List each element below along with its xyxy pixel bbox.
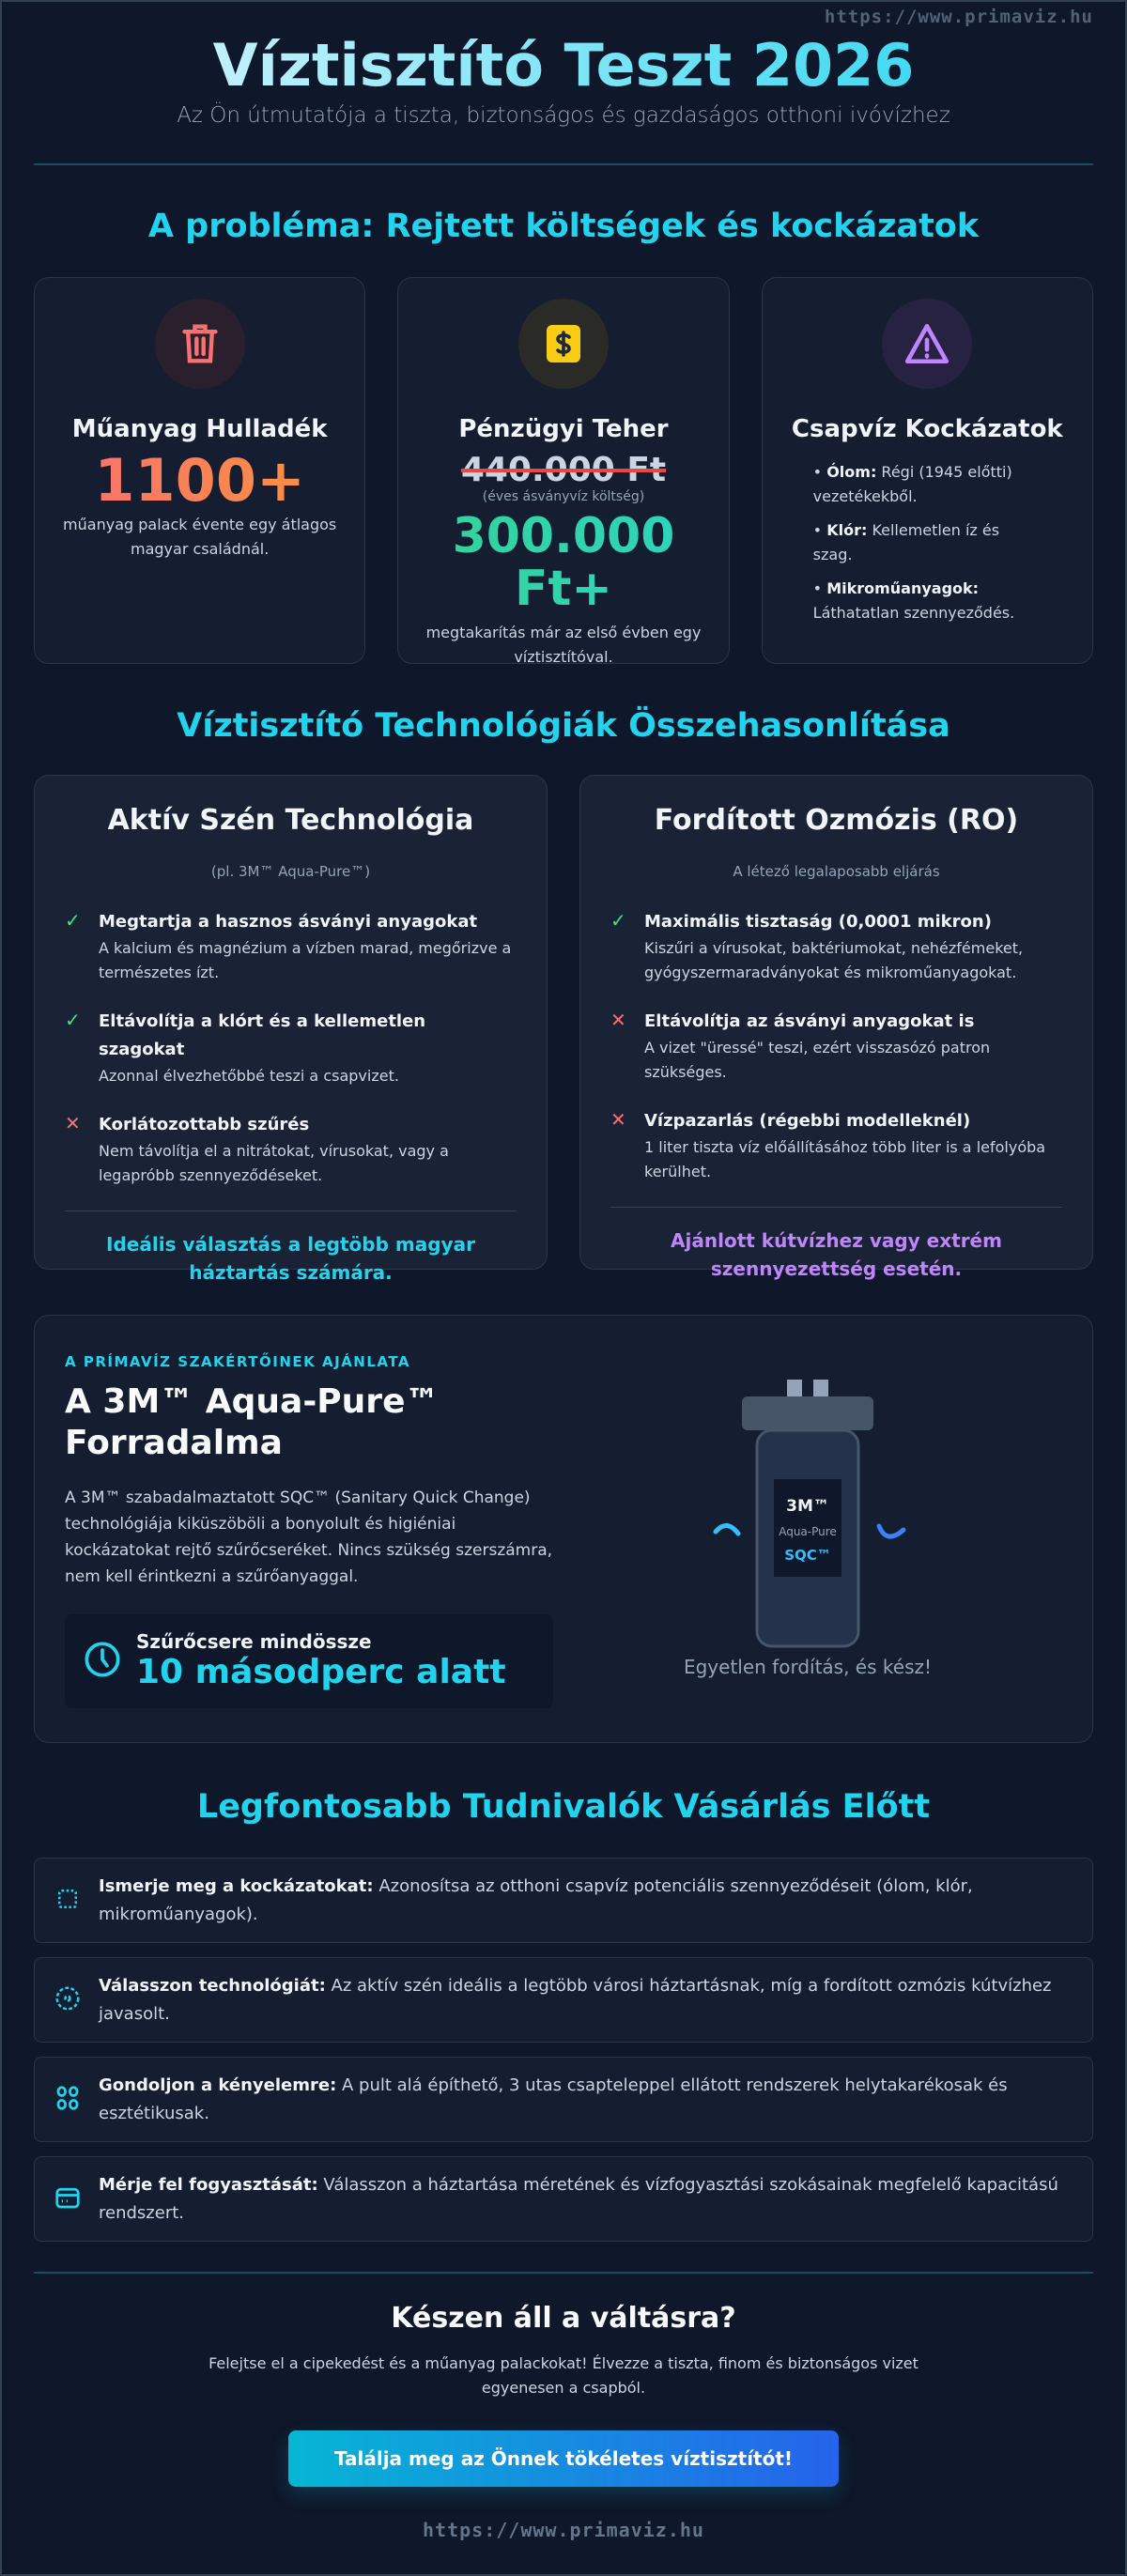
filter-brand: 3M™ [786, 1497, 829, 1516]
problem-section [34, 208, 1093, 664]
filter-model: Aqua-Pure [779, 1525, 837, 1538]
cta-text: Felejtse el a cipekedést és a műanyag palackokat! Élvezze a tiszta, finom és biztonságos vizet egyenesen a csapból. [208, 2354, 919, 2397]
time-value: 10 másodperc alatt [136, 1653, 506, 1691]
card-title: Fordított Ozmózis (RO) [654, 804, 1019, 837]
kicker: A PRÍMAVÍZ SZAKÉRTŐINEK AJÁNLATA [65, 1353, 411, 1370]
feature-item: ✕ Eltávolítja az ásványi anyagokat is A vizet "üressé" teszi, ezért visszasózó patron szükséges. [610, 1008, 1062, 1085]
savings-value: 300.000 Ft+ [421, 510, 705, 615]
clock-icon [84, 1641, 121, 1682]
risk-item: • Ólom: Régi (1945 előtti) vezetékekből. [812, 463, 1012, 505]
feature-item: ✓ Megtartja a hasznos ásványi anyagokat A kalcium és magnézium a vízben marad, megőrizve a természetes ízt. [65, 908, 517, 985]
risk-item: • Klór: Kellemetlen íz és szag. [812, 521, 1000, 563]
tip-item: Ismerje meg a kockázatokat: Azonosítsa az otthoni csapvíz potenciális szennyeződéseit (ólom, klór, mikroműanyagok). [34, 1858, 1093, 1943]
section-title: Legfontosabb Tudnivalók Vásárlás Előtt [196, 1788, 931, 1826]
x-icon: ✕ [610, 1108, 626, 1131]
watermark-url: https://www.primaviz.hu [824, 7, 1093, 27]
footer-url[interactable]: https://www.primaviz.hu [423, 2519, 704, 2541]
feature-body: A 3M™ szabadalmaztatott SQC™ (Sanitary Quick Change) technológiája kiküszöböli a bonyolult és higiéniai kockázatokat rejtő szűrőcseréket. Nincs szükség szerszámra, nem kell érintkezni a szűrőanyaggal. [65, 1489, 553, 1586]
tip-item: Gondoljon a kényelemre: A pult alá építhető, 3 utas csapteleppel ellátott rendszerek helytakarékosak és esztétikusak. [34, 2057, 1093, 2142]
chip-icon [54, 1885, 82, 1917]
feature-item: ✕ Vízpazarlás (régebbi modelleknél) 1 liter tiszta víz előállításához több liter is a lefolyóba kerülhet. [610, 1107, 1062, 1184]
cta-section [34, 2302, 1093, 2541]
rotate-arrow-icon [716, 1525, 738, 1534]
trash-icon [155, 299, 245, 389]
tip-item: Válasszon technológiát: Az aktív szén ideális a legtöbb városi háztartásnak, míg a fordított ozmózis kútvízhez javasolt. [34, 1957, 1093, 2043]
find-purifier-button[interactable]: Találja meg az Önnek tökéletes víztisztítót! [288, 2430, 839, 2487]
page-subtitle: Az Ön útmutatója a tiszta, biztonságos és gazdaságos otthoni ivóvízhez [177, 103, 950, 128]
risk-item: • Mikroműanyagok: Láthatatlan szennyeződés. [812, 579, 1015, 622]
tech-card-carbon [34, 775, 548, 1284]
card-subtitle: (pl. 3M™ Aqua-Pure™) [210, 863, 371, 880]
time-highlight [65, 1614, 553, 1708]
time-label: Szűrőcsere mindössze [136, 1630, 372, 1653]
product-feature-card [34, 1315, 1093, 1743]
divider [610, 1207, 1062, 1208]
recommendation: Ajánlott kútvízhez vagy extrém szennyezettség esetén. [671, 1229, 1002, 1280]
feature-item: ✕ Korlátozottabb szűrés Nem távolítja el a nitrátokat, vírusokat, vagy a legapróbb szennyeződéseket. [65, 1111, 517, 1188]
stat-desc: műanyag palack évente egy átlagos magyar családnál. [63, 516, 337, 558]
feature-item: ✓ Maximális tisztaság (0,0001 mikron) Kiszűri a vírusokat, baktériumokat, nehézfémeket, gyógyszermaradványokat és mikroműanyagokat. [610, 908, 1062, 985]
page-title: Víztisztító Teszt 2026 [34, 32, 1093, 100]
section-title: A probléma: Rejtett költségek és kockázatok [147, 208, 980, 245]
old-cost-note: (éves ásványvíz költség) [482, 489, 645, 504]
divider [34, 2272, 1093, 2274]
card-title: Pénzügyi Teher [458, 415, 669, 443]
problem-card-finance [397, 277, 729, 664]
x-icon: ✕ [65, 1112, 81, 1134]
feature-title: A 3M™ Aqua-Pure™ Forradalma [65, 1382, 440, 1462]
check-icon: ✓ [65, 1009, 81, 1031]
rotate-arrow-icon [879, 1526, 903, 1536]
card-title: Csapvíz Kockázatok [791, 415, 1063, 443]
card-title: Műanyag Hulladék [71, 415, 328, 443]
grid-icon [54, 2084, 82, 2116]
old-cost: 440.000 Ft [460, 451, 667, 489]
filter-cartridge-illustration [686, 1380, 930, 1652]
x-icon: ✕ [610, 1009, 626, 1031]
problem-card-risks [762, 277, 1093, 664]
card-title: Aktív Szén Technológia [107, 804, 474, 837]
card-icon [54, 2183, 82, 2215]
section-title: Víztisztító Technológiák Összehasonlítása [177, 707, 950, 745]
check-icon: ✓ [610, 909, 626, 932]
illustration-caption: Egyetlen fordítás, és kész! [683, 1656, 933, 1678]
filter-tech: SQC™ [784, 1547, 831, 1564]
tip-item: Mérje fel fogyasztását: Válasszon a háztartása méretének és vízfogyasztási szokásainak megfelelő kapacitású rendszert. [34, 2156, 1093, 2242]
divider [34, 163, 1093, 165]
feature-item: ✓ Eltávolítja a klórt és a kellemetlen szagokat Azonnal élvezhetőbbé teszi a csapvizet. [65, 1008, 517, 1088]
cta-title: Készen áll a váltásra? [391, 2302, 736, 2335]
focus-icon [54, 1984, 82, 2016]
tips-section [34, 1788, 1093, 2242]
savings-desc: megtakarítás már az első évben egy víztisztítóval. [425, 624, 702, 666]
warning-icon [882, 299, 972, 389]
tech-card-ro [579, 775, 1093, 1280]
problem-card-plastic [34, 277, 365, 664]
card-subtitle: A létező legalaposabb eljárás [733, 863, 940, 880]
comparison-section [34, 707, 1093, 1284]
recommendation: Ideális választás a legtöbb magyar háztartás számára. [106, 1233, 475, 1284]
money-icon [518, 299, 609, 389]
stat-value: 1100+ [57, 449, 342, 513]
check-icon: ✓ [65, 909, 81, 932]
